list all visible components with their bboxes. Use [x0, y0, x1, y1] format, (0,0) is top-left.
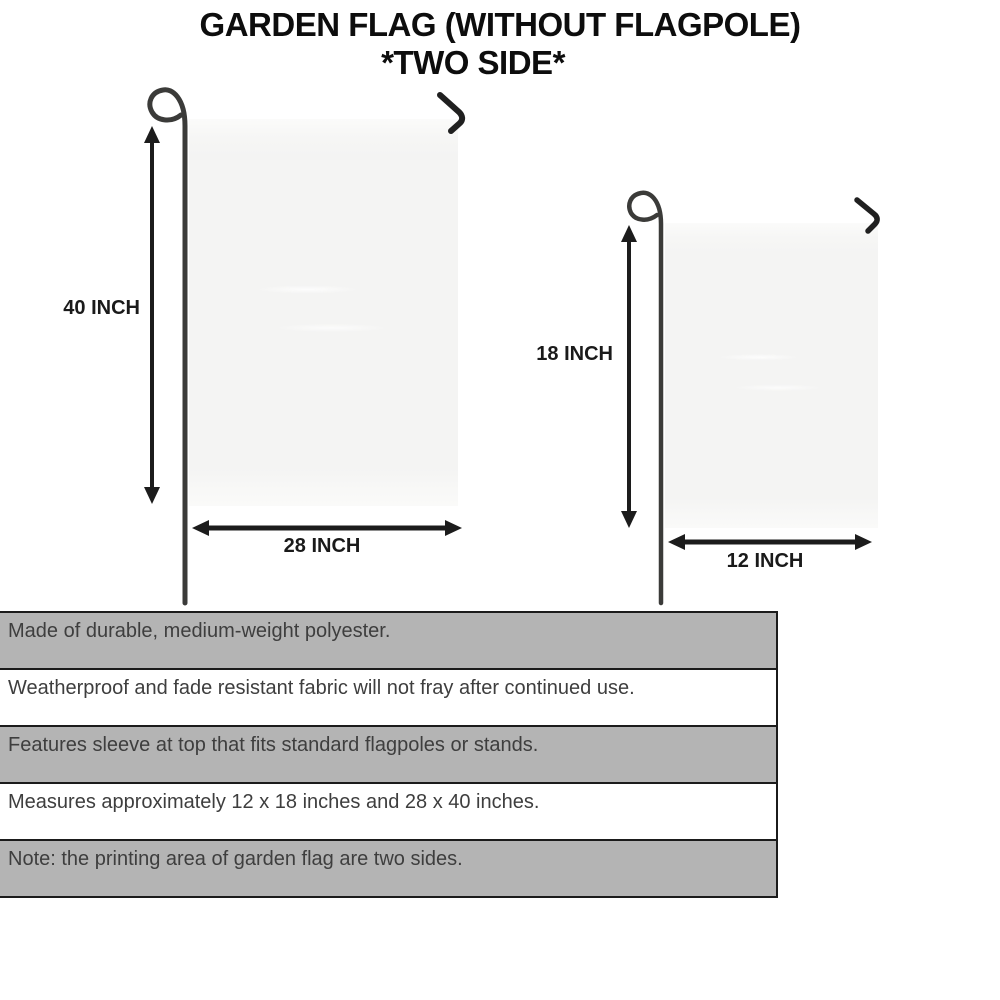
small-flag-width-label: 12 INCH: [726, 550, 804, 572]
feature-text: Weatherproof and fade resistant fabric will not fray after continued use.: [8, 677, 635, 699]
large-flag-height-label: 40 INCH: [63, 297, 140, 319]
large-flag-width-label: 28 INCH: [283, 535, 361, 557]
feature-row: [0, 727, 776, 784]
small-flag-height-label: 18 INCH: [536, 343, 613, 365]
large-height-arrow-icon: [144, 126, 160, 504]
small-width-arrow-icon: [668, 534, 872, 550]
feature-text: Made of durable, medium-weight polyester.: [8, 620, 391, 642]
feature-row: [0, 613, 776, 670]
feature-table: [0, 611, 778, 898]
feature-row: [0, 670, 776, 727]
feature-text: Features sleeve at top that fits standard flagpoles or stands.: [8, 734, 539, 756]
large-flag-hook-icon: [440, 95, 462, 131]
feature-row: [0, 784, 776, 841]
large-flagpole-icon: [150, 90, 185, 603]
feature-text: Note: the printing area of garden flag are two sides.: [8, 848, 463, 870]
large-width-arrow-icon: [192, 520, 462, 536]
feature-row: [0, 841, 776, 896]
title-line2: *TWO SIDE*: [381, 44, 565, 82]
small-height-arrow-icon: [621, 225, 637, 528]
feature-text: Measures approximately 12 x 18 inches and 28 x 40 inches.: [8, 791, 540, 813]
small-flagpole-icon: [629, 193, 661, 603]
small-flag-hook-icon: [857, 200, 877, 231]
title-line1: GARDEN FLAG (WITHOUT FLAGPOLE): [199, 6, 801, 43]
